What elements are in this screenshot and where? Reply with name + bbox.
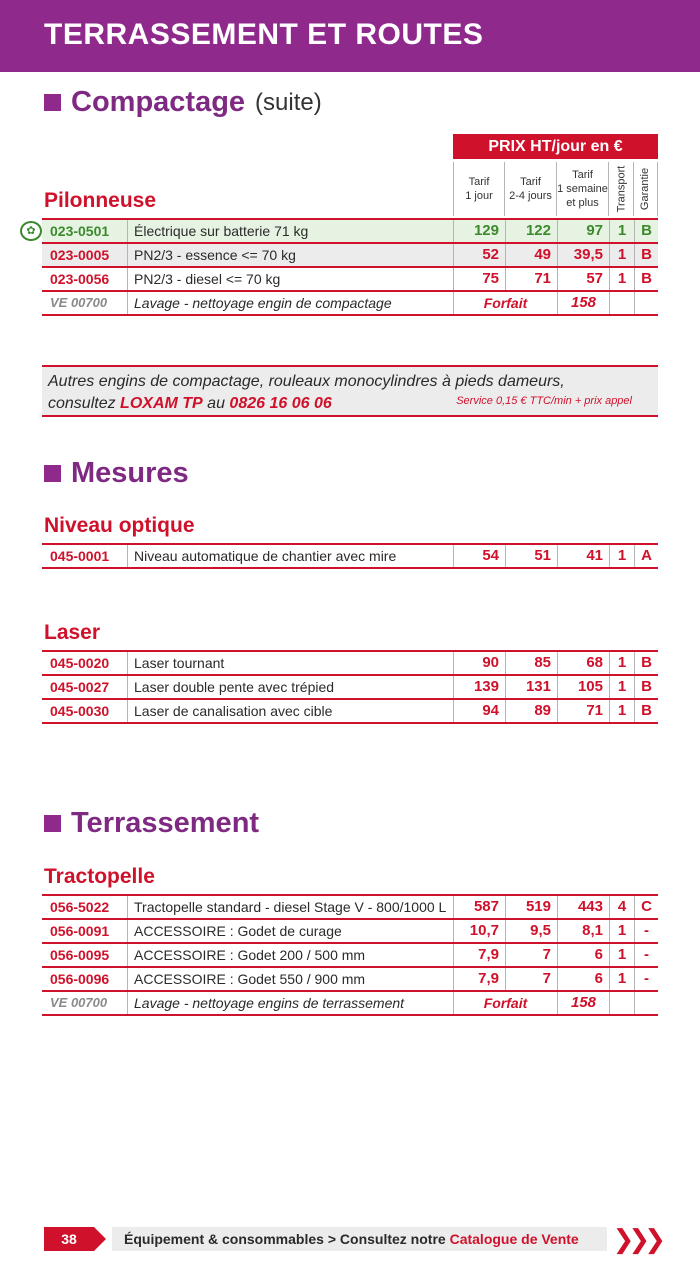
table-row — [42, 543, 658, 569]
table-row — [42, 650, 658, 674]
square-bullet-icon — [44, 94, 61, 111]
table-row — [42, 218, 658, 242]
info-line-1: Autres engins de compactage, rouleaux monocylindres à pieds dameurs, — [48, 373, 565, 390]
row-desc: Lavage - nettoyage engin de compactage — [134, 295, 392, 311]
table-row — [42, 942, 658, 966]
footer-bar[interactable] — [112, 1227, 607, 1251]
forfait-label: Forfait — [453, 292, 557, 314]
row-ref: 056-0091 — [42, 920, 128, 942]
row-garantie: C — [634, 896, 658, 918]
footer-text-2: Consultez notre — [339, 1231, 446, 1247]
info-at: au — [207, 395, 225, 412]
section-title-text: Terrassement — [71, 807, 260, 839]
category-tractopelle: Tractopelle — [44, 865, 155, 888]
section-title-suffix: (suite) — [255, 88, 322, 116]
row-transport: 1 — [609, 220, 634, 242]
row-price-2: 85 — [505, 652, 557, 674]
row-garantie: A — [634, 545, 658, 567]
info-box — [42, 365, 658, 417]
row-ref: 023-0056 — [42, 268, 128, 290]
col-head-tarif-2: Tarif 2-4 jours — [505, 162, 557, 216]
row-price-3: 6 — [557, 968, 609, 990]
row-desc: ACCESSOIRE : Godet de curage — [134, 923, 342, 939]
row-ref: 023-0501 — [42, 220, 128, 242]
table-row — [42, 674, 658, 698]
section-title-text: Compactage — [71, 86, 246, 118]
row-price-1: 7,9 — [453, 968, 505, 990]
row-desc: PN2/3 - diesel <= 70 kg — [134, 271, 281, 287]
category-pilonneuse: Pilonneuse — [44, 189, 157, 212]
row-desc: Niveau automatique de chantier avec mire — [134, 548, 397, 564]
row-price-1: 129 — [453, 220, 505, 242]
row-ref: 045-0030 — [42, 700, 128, 722]
row-price-3: 68 — [557, 652, 609, 674]
row-garantie: - — [634, 920, 658, 942]
row-ref: 056-0095 — [42, 944, 128, 966]
row-transport: 1 — [609, 920, 634, 942]
row-price-2: 7 — [505, 968, 557, 990]
row-garantie: B — [634, 700, 658, 722]
row-price-3: 105 — [557, 676, 609, 698]
row-desc: Électrique sur batterie 71 kg — [134, 223, 309, 239]
table-tractopelle — [42, 894, 658, 1016]
row-garantie: B — [634, 220, 658, 242]
row-ref: 023-0005 — [42, 244, 128, 266]
table-row-forfait — [42, 990, 658, 1016]
row-garantie — [634, 992, 658, 1014]
row-price-2: 519 — [505, 896, 557, 918]
row-transport: 1 — [609, 944, 634, 966]
row-price-3: 443 — [557, 896, 609, 918]
table-pilonneuse — [42, 218, 658, 316]
col-head-tarif-3: Tarif 1 semaine et plus — [557, 162, 609, 216]
square-bullet-icon — [44, 815, 61, 832]
row-price-2: 71 — [505, 268, 557, 290]
row-desc: ACCESSOIRE : Godet 550 / 900 mm — [134, 971, 366, 987]
row-price-1: 7,9 — [453, 944, 505, 966]
row-price-2: 7 — [505, 944, 557, 966]
section-title-terrassement — [44, 807, 259, 840]
table-row — [42, 242, 658, 266]
row-price-1: 587 — [453, 896, 505, 918]
row-price-3: 8,1 — [557, 920, 609, 942]
row-transport: 1 — [609, 968, 634, 990]
row-garantie — [634, 292, 658, 314]
row-price-1: 54 — [453, 545, 505, 567]
row-price-2: 122 — [505, 220, 557, 242]
row-price-3: 97 — [557, 220, 609, 242]
row-price-1: 90 — [453, 652, 505, 674]
catalogue-link[interactable]: Catalogue de Vente — [449, 1231, 579, 1247]
table-row — [42, 266, 658, 290]
square-bullet-icon — [44, 465, 61, 482]
row-ref: 056-0096 — [42, 968, 128, 990]
price-header: PRIX HT/jour en € — [453, 134, 658, 159]
page-banner: TERRASSEMENT ET ROUTES — [0, 0, 700, 72]
info-service-note: Service 0,15 € TTC/min + prix appel — [456, 395, 632, 407]
category-laser: Laser — [44, 621, 101, 644]
row-price-2: 51 — [505, 545, 557, 567]
row-price-1: 139 — [453, 676, 505, 698]
row-price-1: 52 — [453, 244, 505, 266]
row-garantie: B — [634, 244, 658, 266]
row-price-3: 71 — [557, 700, 609, 722]
table-row-forfait — [42, 290, 658, 316]
info-phone-link[interactable]: 0826 16 06 06 — [229, 395, 332, 412]
row-garantie: B — [634, 676, 658, 698]
row-transport: 1 — [609, 676, 634, 698]
row-price-1: 75 — [453, 268, 505, 290]
table-row — [42, 918, 658, 942]
row-ref: 045-0020 — [42, 652, 128, 674]
row-transport — [609, 292, 634, 314]
category-niveau: Niveau optique — [44, 514, 195, 537]
forfait-label: Forfait — [453, 992, 557, 1014]
row-desc: Tractopelle standard - diesel Stage V - 800/1000 L — [134, 899, 447, 915]
row-price-3: 39,5 — [557, 244, 609, 266]
row-desc: Laser de canalisation avec cible — [134, 703, 333, 719]
section-title-compactage — [44, 86, 322, 119]
row-desc: Lavage - nettoyage engins de terrassement — [134, 995, 405, 1011]
row-price-2: 131 — [505, 676, 557, 698]
info-company: LOXAM TP — [120, 395, 203, 412]
info-consult: consultez — [48, 395, 116, 412]
table-laser — [42, 650, 658, 724]
col-head-tarif-1: Tarif 1 jour — [453, 162, 505, 216]
section-title-mesures — [44, 457, 189, 490]
row-garantie: B — [634, 652, 658, 674]
row-price-2: 49 — [505, 244, 557, 266]
page-arrow-icon — [94, 1227, 106, 1251]
row-transport: 1 — [609, 244, 634, 266]
row-garantie: B — [634, 268, 658, 290]
section-title-text: Mesures — [71, 457, 189, 489]
row-transport: 1 — [609, 700, 634, 722]
forfait-value: 158 — [557, 292, 609, 314]
table-row — [42, 894, 658, 918]
page-footer — [44, 1223, 660, 1254]
row-price-3: 6 — [557, 944, 609, 966]
chevrons-right-icon: ❯❯❯ — [612, 1223, 660, 1254]
row-transport: 1 — [609, 545, 634, 567]
row-ref: 056-5022 — [42, 896, 128, 918]
row-garantie: - — [634, 944, 658, 966]
row-desc: Laser tournant — [134, 655, 225, 671]
col-head-garantie: Garantie — [634, 162, 658, 216]
row-price-1: 10,7 — [453, 920, 505, 942]
row-ref: VE 00700 — [42, 292, 128, 314]
row-transport: 1 — [609, 652, 634, 674]
row-price-3: 41 — [557, 545, 609, 567]
row-transport: 4 — [609, 896, 634, 918]
row-desc: ACCESSOIRE : Godet 200 / 500 mm — [134, 947, 366, 963]
page-number: 38 — [44, 1227, 94, 1251]
footer-separator: > — [327, 1231, 337, 1247]
row-ref: 045-0027 — [42, 676, 128, 698]
forfait-value: 158 — [557, 992, 609, 1014]
col-head-transport: Transport — [609, 162, 634, 216]
row-price-1: 94 — [453, 700, 505, 722]
row-garantie: - — [634, 968, 658, 990]
row-desc: PN2/3 - essence <= 70 kg — [134, 247, 296, 263]
row-ref: VE 00700 — [42, 992, 128, 1014]
row-desc: Laser double pente avec trépied — [134, 679, 335, 695]
row-transport: 1 — [609, 268, 634, 290]
row-price-2: 89 — [505, 700, 557, 722]
row-ref: 045-0001 — [42, 545, 128, 567]
table-row — [42, 966, 658, 990]
table-niveau — [42, 543, 658, 569]
table-row — [42, 698, 658, 724]
row-price-3: 57 — [557, 268, 609, 290]
row-price-2: 9,5 — [505, 920, 557, 942]
footer-text-1: Équipement & consommables — [124, 1231, 324, 1247]
leaf-icon: ✿ — [20, 221, 42, 241]
row-transport — [609, 992, 634, 1014]
